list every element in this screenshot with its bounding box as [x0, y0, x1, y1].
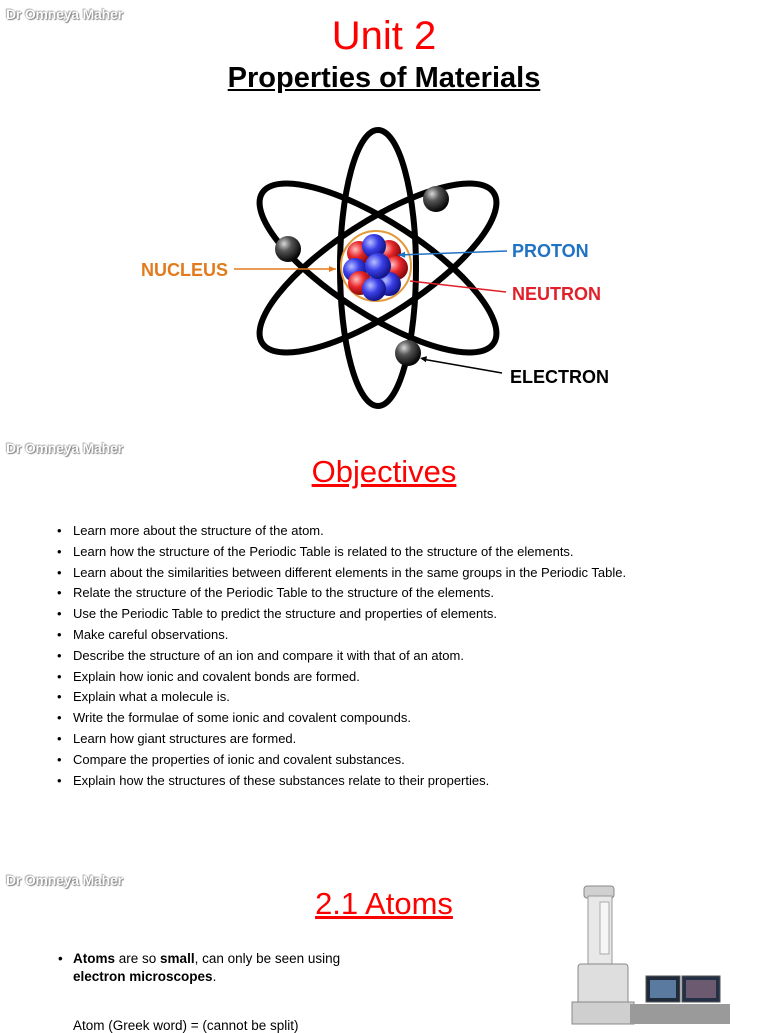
bold-atoms: Atoms — [73, 951, 116, 966]
unit-subtitle: Properties of Materials — [227, 62, 541, 94]
electron-top-right — [423, 186, 449, 212]
list-item: • Learn more about the structure of the atom. — [73, 521, 626, 542]
slide-atoms — [0, 866, 768, 1033]
nucleus-label: NUCLEUS — [141, 260, 229, 280]
text-span: , can only be seen using — [194, 951, 341, 966]
list-item: • Explain how the structures of these substances relate to their properties. — [73, 771, 626, 792]
text-span: are so — [115, 951, 161, 966]
watermark: Dr Omneya Maher — [6, 872, 123, 888]
objectives-list — [55, 521, 626, 791]
list-item: • Write the formulae of some ionic and covalent compounds. — [73, 708, 626, 729]
objectives-title: Objectives — [311, 454, 457, 489]
slide-objectives — [0, 436, 768, 856]
atom-diagram — [130, 120, 630, 420]
watermark: Dr Omneya Maher — [6, 6, 123, 22]
list-item: • Relate the structure of the Periodic Table to the structure of the elements. — [73, 583, 626, 604]
list-item: • Learn about the similarities between different elements in the same groups in the Periodic Table. — [73, 563, 626, 584]
nucleus-pointer — [234, 266, 336, 272]
bold-small: small — [160, 951, 195, 966]
electron-label: ELECTRON — [510, 367, 609, 387]
list-item: • Learn how giant structures are formed. — [73, 729, 626, 750]
proton-label: PROTON — [512, 241, 589, 261]
nucleus — [341, 231, 411, 301]
list-item: • Learn how the structure of the Periodic Table is related to the structure of the elements. — [73, 542, 626, 563]
atoms-title: 2.1 Atoms — [315, 886, 453, 921]
atoms-bullet-2-partial: Atom (Greek word) = (cannot be split) — [73, 1018, 299, 1033]
list-item: • Make careful observations. — [73, 625, 626, 646]
electron-microscope-image — [570, 884, 730, 1024]
list-item: • Compare the properties of ionic and covalent substances. — [73, 750, 626, 771]
slide-title — [0, 0, 768, 430]
list-item: • Explain how ionic and covalent bonds are formed. — [73, 667, 626, 688]
watermark: Dr Omneya Maher — [6, 440, 123, 456]
electron-bottom — [395, 340, 421, 366]
list-item: • Describe the structure of an ion and compare it with that of an atom. — [73, 646, 626, 667]
text-span: . — [212, 969, 217, 984]
bold-electron-microscopes: electron microscopes — [73, 969, 213, 984]
neutron-label: NEUTRON — [512, 284, 601, 304]
electron-pointer — [420, 356, 502, 373]
unit-title: Unit 2 — [331, 14, 437, 58]
list-item: • Explain what a molecule is. — [73, 687, 626, 708]
electron-left — [275, 236, 301, 262]
list-item: • Use the Periodic Table to predict the structure and properties of elements. — [73, 604, 626, 625]
atoms-bullet-1 — [73, 950, 373, 986]
